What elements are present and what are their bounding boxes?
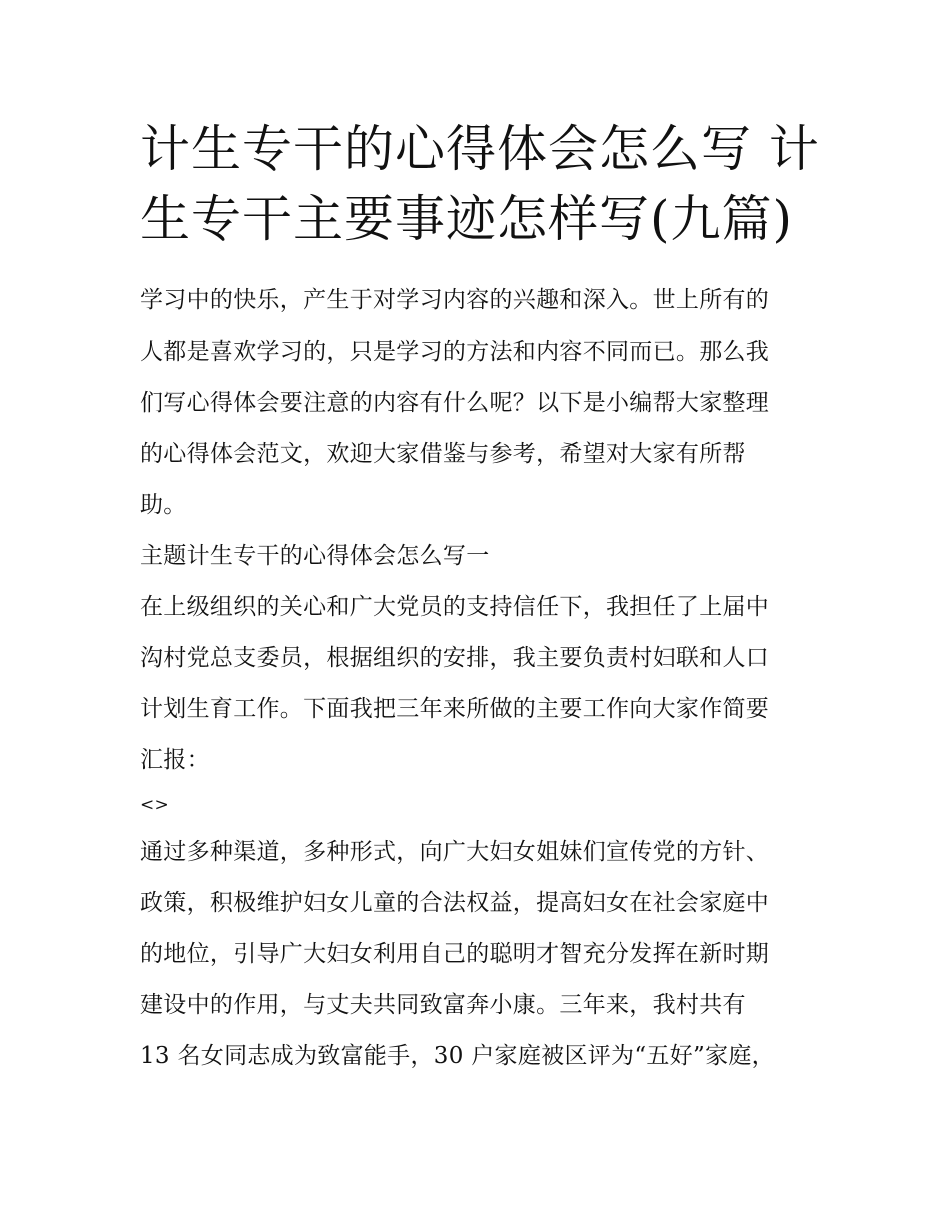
body-line-2: 沟村党总支委员，根据组织的安排，我主要负责村妇联和人口 <box>140 645 770 671</box>
body-line-8: 建设中的作用，与丈夫共同致富奔小康。三年来，我村共有 <box>140 992 746 1018</box>
intro-line-1: 学习中的快乐，产生于对学习内容的兴趣和深入。世上所有的 <box>140 287 770 313</box>
body-line-9: 13 名女同志成为致富能手，30 户家庭被区评为“五好”家庭， <box>140 1043 775 1069</box>
document-title: 计生专干的心得体会怎么写 计生专干主要事迹怎样写(九篇) <box>140 120 820 248</box>
intro-line-3: 们写心得体会要注意的内容有什么呢？以下是小编帮大家整理 <box>140 390 770 416</box>
body-line-6: 政策，积极维护妇女儿童的合法权益，提高妇女在社会家庭中 <box>140 890 770 916</box>
placeholder-marker: <> <box>140 795 170 815</box>
section-heading: 主题计生专干的心得体会怎么写一 <box>140 543 490 569</box>
body-line-4: 汇报： <box>140 747 210 773</box>
body-line-1: 在上级组织的关心和广大党员的支持信任下，我担任了上届中 <box>140 594 770 620</box>
intro-line-4: 的心得体会范文，欢迎大家借鉴与参考，希望对大家有所帮 <box>140 441 746 467</box>
body-line-5: 通过多种渠道，多种形式，向广大妇女姐妹们宣传党的方针、 <box>140 839 770 865</box>
body-line-7: 的地位，引导广大妇女利用自己的聪明才智充分发挥在新时期 <box>140 941 770 967</box>
body-line-3: 计划生育工作。下面我把三年来所做的主要工作向大家作简要 <box>140 696 770 722</box>
intro-line-2: 人都是喜欢学习的，只是学习的方法和内容不同而已。那么我 <box>140 339 770 365</box>
intro-line-5: 助。 <box>140 492 187 518</box>
